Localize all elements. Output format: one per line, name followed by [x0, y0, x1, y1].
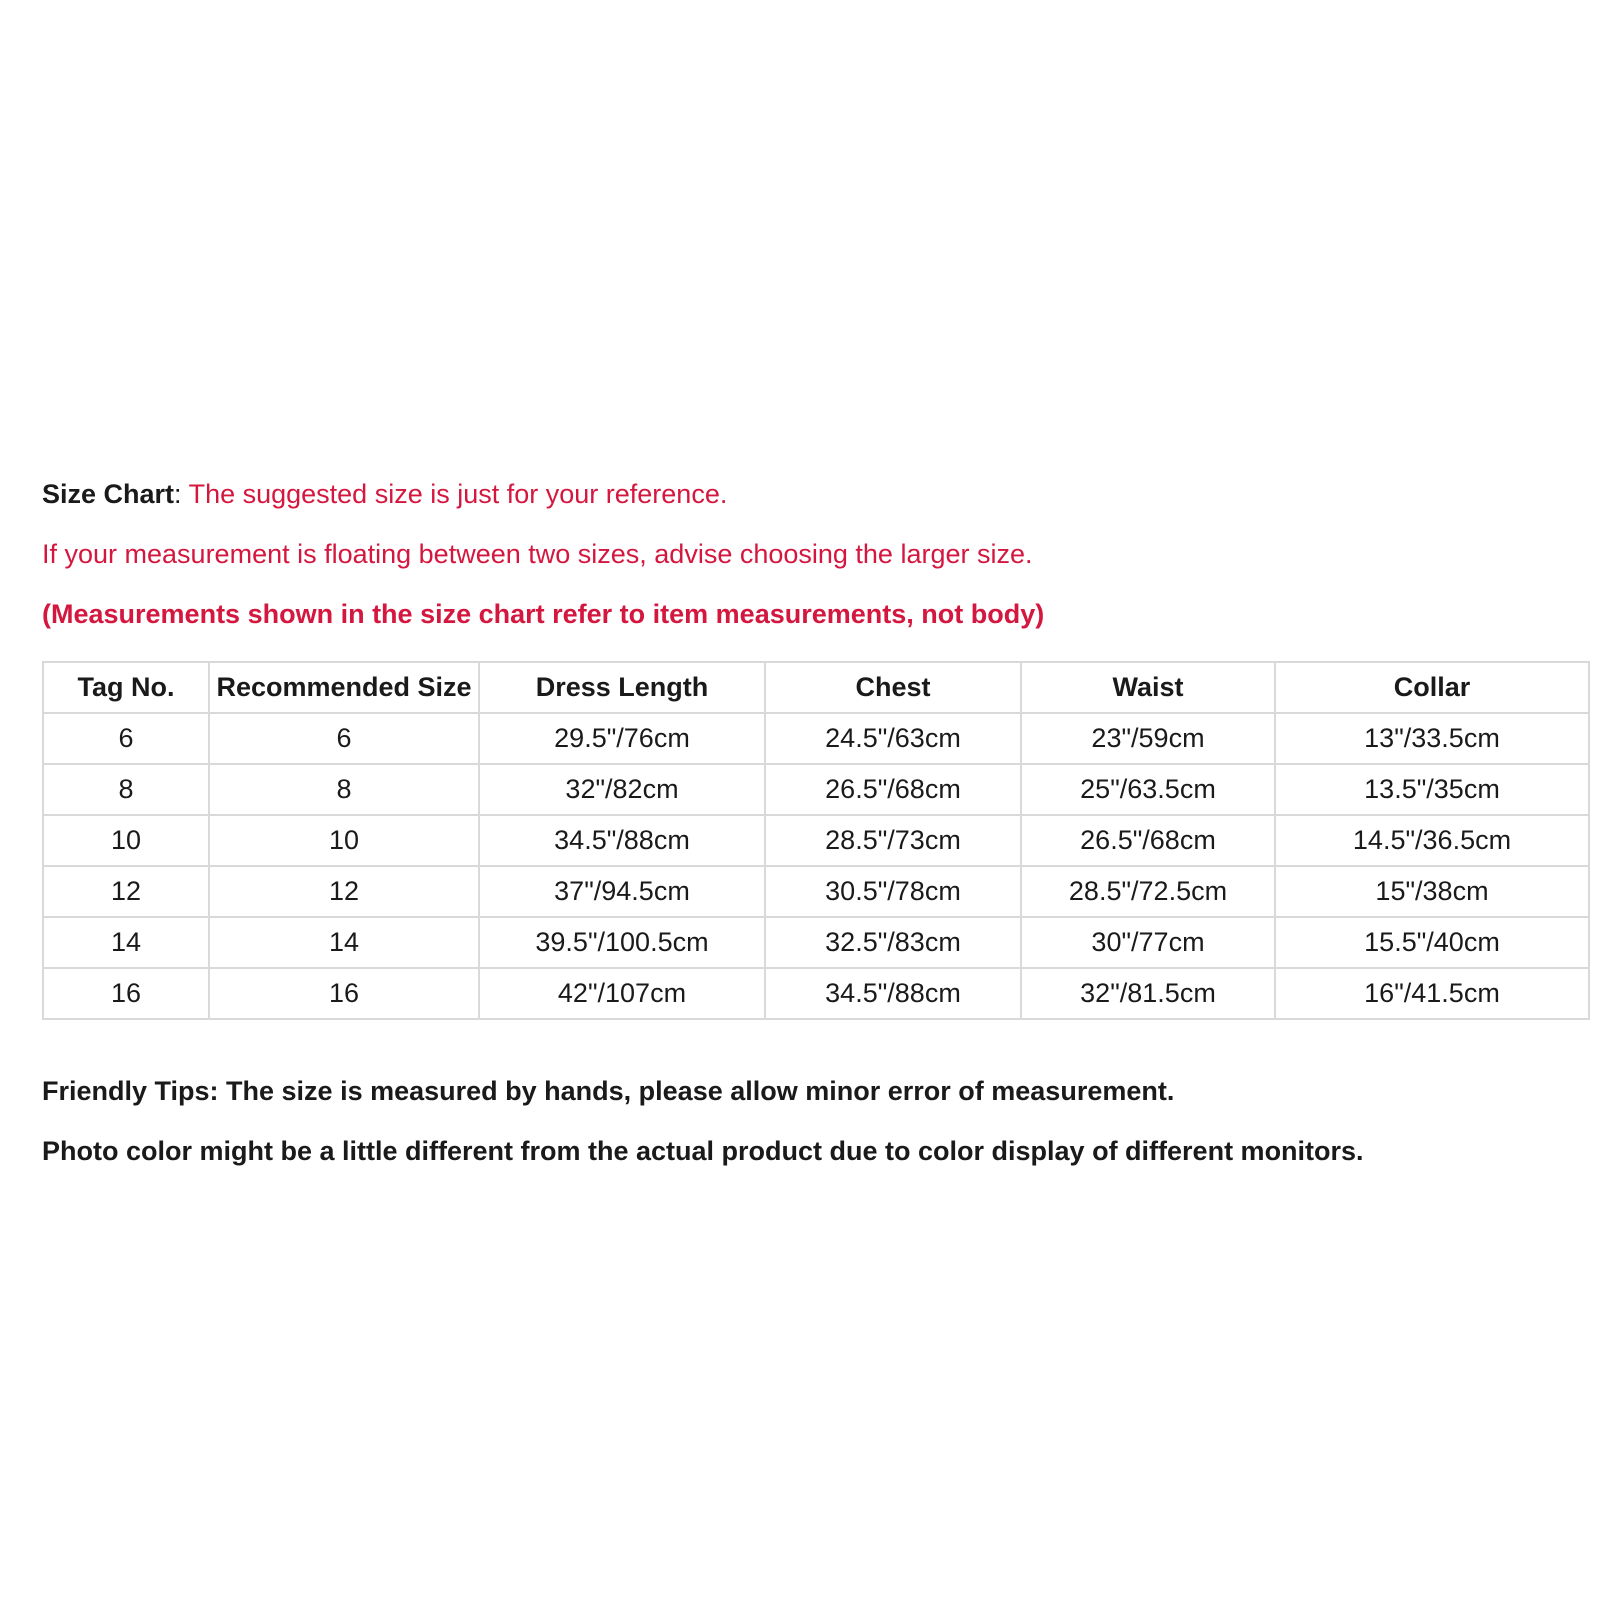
table-row: [43, 917, 1589, 968]
header-dress-length: Dress Length: [479, 662, 765, 713]
cell-recommended-size: 12: [209, 866, 479, 917]
header-waist: Waist: [1021, 662, 1275, 713]
header-chest: Chest: [765, 662, 1021, 713]
cell-waist: 23"/59cm: [1021, 713, 1275, 764]
cell-dress-length: 29.5"/76cm: [479, 713, 765, 764]
cell-recommended-size: 10: [209, 815, 479, 866]
cell-chest: 26.5"/68cm: [765, 764, 1021, 815]
table-row: [43, 968, 1589, 1019]
cell-recommended-size: 14: [209, 917, 479, 968]
cell-recommended-size: 8: [209, 764, 479, 815]
cell-dress-length: 39.5"/100.5cm: [479, 917, 765, 968]
cell-collar: 14.5"/36.5cm: [1275, 815, 1589, 866]
cell-chest: 24.5"/63cm: [765, 713, 1021, 764]
cell-waist: 28.5"/72.5cm: [1021, 866, 1275, 917]
intro-line-3: (Measurements shown in the size chart refer to item measurements, not body): [42, 599, 1045, 629]
cell-dress-length: 32"/82cm: [479, 764, 765, 815]
table-row: [43, 764, 1589, 815]
header-recommended-size: Recommended Size: [209, 662, 479, 713]
cell-waist: 30"/77cm: [1021, 917, 1275, 968]
cell-chest: 30.5"/78cm: [765, 866, 1021, 917]
cell-recommended-size: 16: [209, 968, 479, 1019]
cell-chest: 28.5"/73cm: [765, 815, 1021, 866]
cell-dress-length: 42"/107cm: [479, 968, 765, 1019]
cell-collar: 13.5"/35cm: [1275, 764, 1589, 815]
intro-separator: :: [174, 479, 182, 509]
cell-tag-no: 8: [43, 764, 209, 815]
table-row: [43, 866, 1589, 917]
table-header-row: [43, 662, 1589, 713]
table-row: [43, 713, 1589, 764]
cell-waist: 32"/81.5cm: [1021, 968, 1275, 1019]
intro-line-1: [42, 478, 727, 510]
cell-tag-no: 12: [43, 866, 209, 917]
table-row: [43, 815, 1589, 866]
size-table: [42, 661, 1590, 1020]
tips-line-1: Friendly Tips: The size is measured by hands, please allow minor error of measurement.: [42, 1076, 1175, 1106]
cell-tag-no: 14: [43, 917, 209, 968]
cell-collar: 15.5"/40cm: [1275, 917, 1589, 968]
cell-tag-no: 10: [43, 815, 209, 866]
cell-dress-length: 37"/94.5cm: [479, 866, 765, 917]
cell-tag-no: 6: [43, 713, 209, 764]
cell-collar: 13"/33.5cm: [1275, 713, 1589, 764]
cell-collar: 15"/38cm: [1275, 866, 1589, 917]
reference-note: The suggested size is just for your reference.: [181, 479, 728, 509]
size-chart-label: Size Chart: [42, 479, 175, 509]
tips-line-2: Photo color might be a little different from the actual product due to color display of different monitors.: [42, 1136, 1364, 1166]
cell-dress-length: 34.5"/88cm: [479, 815, 765, 866]
cell-tag-no: 16: [43, 968, 209, 1019]
cell-waist: 25"/63.5cm: [1021, 764, 1275, 815]
cell-recommended-size: 6: [209, 713, 479, 764]
cell-chest: 32.5"/83cm: [765, 917, 1021, 968]
header-collar: Collar: [1275, 662, 1589, 713]
cell-chest: 34.5"/88cm: [765, 968, 1021, 1019]
intro-line-2: If your measurement is floating between two sizes, advise choosing the larger size.: [42, 539, 1033, 569]
header-tag-no: Tag No.: [43, 662, 209, 713]
cell-waist: 26.5"/68cm: [1021, 815, 1275, 866]
cell-collar: 16"/41.5cm: [1275, 968, 1589, 1019]
